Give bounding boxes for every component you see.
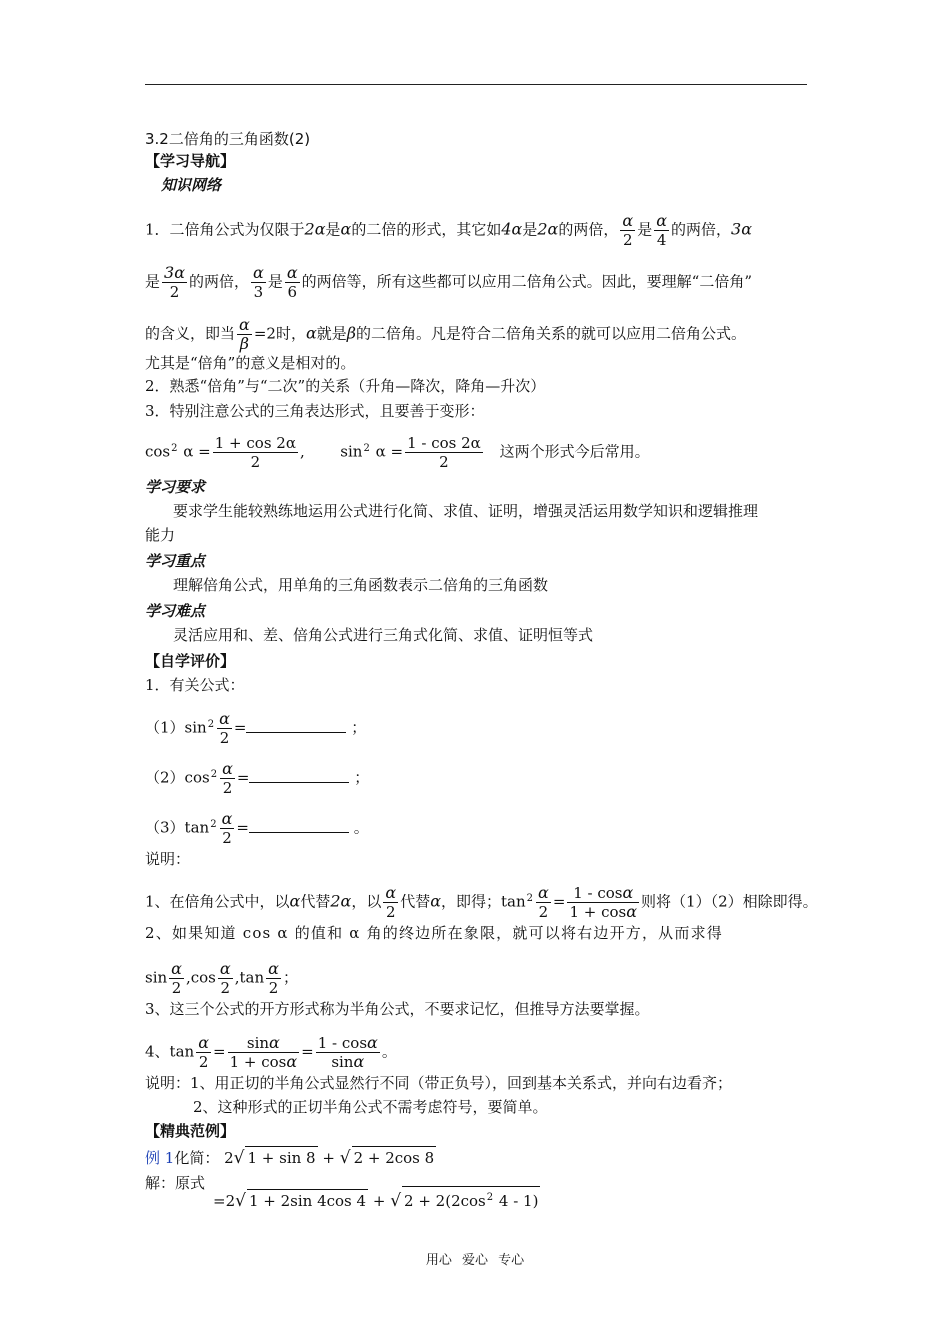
solution-expression: =2√ 1 + 2sin 4cos 4 + √ $2 + 2(2\cos^2$ 4 - 1) [213,1186,540,1212]
section-guide: 【学习导航】 [145,152,236,170]
network-p3: 的含义，即当 $\frac{\alpha}{\beta}$ =2时，α就是β的二倍角。凡是符合二倍角关系的就可以应用二倍角公式。 [145,315,747,353]
power-reduction-formulas: $\cos^2 \alpha$ = $\frac{1 + \cos 2\alpha}{2}$ , $\sin^2 \alpha$ = $\frac{1 - \cos 2\alpha}{2}$ 这两个形式今后常用。 [145,434,650,471]
solution-label: 解：原式 [145,1174,206,1192]
page-title: 3.2二倍角的三角函数(2) [145,130,311,148]
example-1: 例 1化简： 2√ 1 + sin 8 + √ 2 + 2cos 8 [145,1148,435,1168]
page-footer: 用心 爱心 专心 [425,1253,525,1268]
answer-blank-1[interactable] [246,718,346,733]
answer-blank-2[interactable] [249,768,349,783]
formula-item-2: $(2)\cos^2$ $\frac{\alpha}{2}$ = ； [145,759,370,797]
header-rule [145,84,807,85]
formula-item-1: $(1)\sin^2$ $\frac{\alpha}{2}$ = ； [145,709,367,747]
network-p5: 2．熟悉“倍角”与“二次”的关系（升角—降次，降角—升次） [145,377,546,395]
half-angle-list: sin $\frac{\alpha}{2}$ ,cos $\frac{\alpha}{2}$ ,tan $\frac{\alpha}{2}$ ； [145,959,298,997]
network-p2: 是 $\frac{3\alpha}{2}$ 的两倍， $\frac{\alpha}{3}$ 是 $\frac{\alpha}{6}$ 的两倍等，所有这些都可以应用二倍角公式。因此，要理解“二倍角” [145,263,752,301]
section-difficulty: 学习难点 [145,602,206,620]
formula-item-3: $(3)\tan^2$ $\frac{\alpha}{2}$ = 。 [145,809,369,847]
section-examples: 【精典范例】 [145,1122,236,1140]
note-3: 3、这三个公式的开方形式称为半角公式，不要求记忆，但推导方法要掌握。 [145,1000,650,1018]
network-p6: 3．特别注意公式的三角表达形式，且要善于变形： [145,402,485,420]
network-p1: 1．二倍角公式为仅限于2α是α的二倍的形式，其它如4α是2α的两倍， $\frac{\alpha}{2}$ 是 $\frac{\alpha}{4}$ 的两倍，3α [145,211,753,249]
note-4: 4、tan $\frac{\alpha}{2}$ = $\frac{\sin\alpha}{1 + \cos\alpha}$ = $\frac{1 - \cos\alpha}{\sin\alpha}$ 。 [145,1033,397,1071]
note-1: 1、在倍角公式中，以α代替2α，以 $\frac{\alpha}{2}$ 代替α，即得；$\tan^2$ $\frac{\alpha}{2}$ = $\frac{1 - \cos\alpha}{1 + \cos\alpha}$ 则将（1）（2）相除即得。 [145,883,818,921]
section-requirement: 学习要求 [145,478,206,496]
note-6: 2、这种形式的正切半角公式不需考虑符号，要简单。 [193,1098,548,1116]
note-2: 2、如果知道 cos α 的值和 α 角的终边所在象限，就可以将右边开方，从而求得 [145,924,723,942]
answer-blank-3[interactable] [249,818,349,833]
note-5: 说明：1、用正切的半角公式显然行不同（带正负号），回到基本关系式，并向右边看齐； [145,1074,733,1092]
example-label: 例 1 [145,1149,175,1167]
difficulty-text: 灵活应用和、差、倍角公式进行三角式化简、求值、证明恒等式 [173,626,594,644]
section-self-eval: 【自学评价】 [145,652,236,670]
self-eval-question: 1．有关公式： [145,676,245,694]
note-label: 说明： [145,850,191,868]
requirement-text: 要求学生能较熟练地运用公式进行化简、求值、证明，增强灵活运用数学知识和逻辑推理 [173,502,759,520]
requirement-text-2: 能力 [145,526,176,544]
focus-text: 理解倍角公式，用单角的三角函数表示二倍角的三角函数 [173,576,549,594]
network-p4: 尤其是“倍角”的意义是相对的。 [145,354,356,372]
section-focus: 学习重点 [145,552,206,570]
section-network: 知识网络 [161,176,222,194]
